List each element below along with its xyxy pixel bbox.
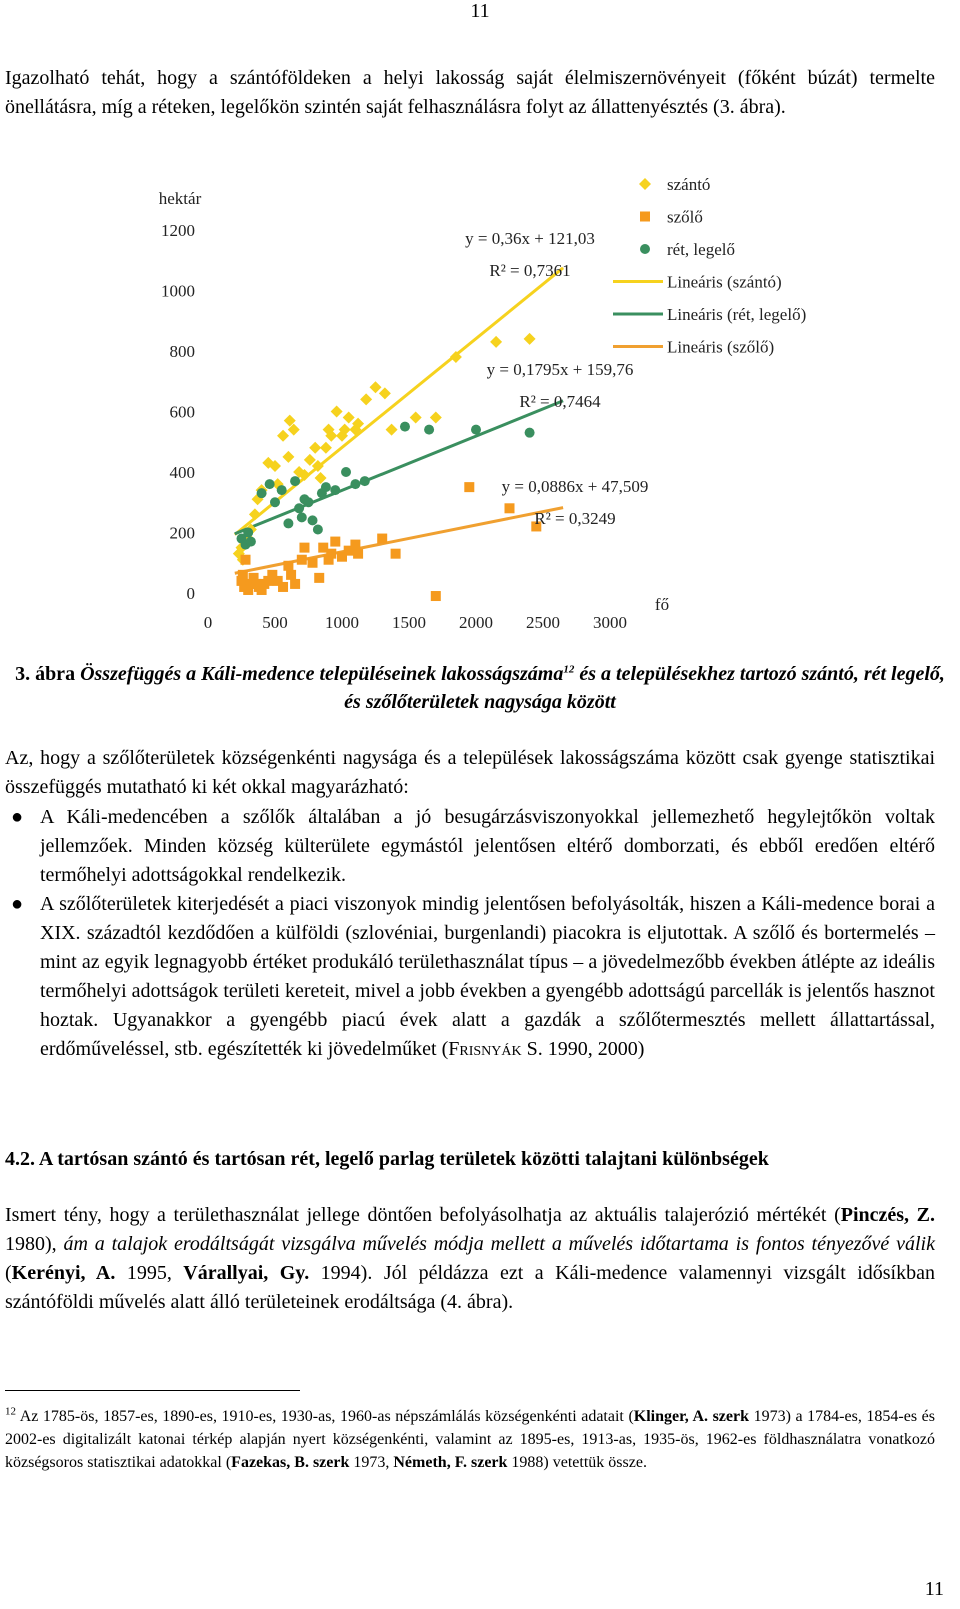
data-point (283, 561, 293, 571)
section-text-3: ( (5, 1262, 12, 1284)
legend-label: szántó (667, 175, 711, 194)
legend-marker (639, 178, 651, 190)
legend-label: szőlő (667, 207, 703, 227)
data-point (431, 591, 441, 601)
data-point (410, 412, 422, 424)
trendline-r2: R² = 0,7464 (519, 392, 601, 411)
data-point (297, 555, 307, 565)
data-point (299, 543, 309, 553)
data-point (350, 479, 360, 489)
data-point (331, 406, 343, 418)
caption-text-2: és a településekhez tartozó szántó, rét legelő, és szőlőterületek nagysága között (344, 663, 945, 713)
data-point (464, 482, 474, 492)
list-item (5, 890, 935, 1064)
data-point (525, 428, 535, 438)
bullet-text: A szőlőterületek kiterjedését a piaci viszonyok mindig jelentősen befolyásolták, hiszen a Káli-medence borai a XIX. századtól kezdődően a külföldi (szlovéniai, burgenlandi) piacokra is eljutottak. A szőlő és bortermelés – mint az egyik legnagyobb értéket produkáló területhasználat típus – a jövedelmezőbb években átlépte az ideális termőhelyi adottságok területi kereteit, mivel a jobb években a gyengébb adottságú parcellák is jelentős hasznot hoztak. Ugyanakkor a gyengébb piacú évek alatt a gazdák a szőlőtermesztés mellett állattartással, erdőműveléssel, stb. egészítették ki jövedelműket (40, 893, 935, 1060)
data-point (330, 537, 340, 547)
cite-klinger: Klinger, A. szerk (633, 1408, 750, 1425)
y-tick-label: 0 (186, 584, 195, 603)
y-tick-label: 400 (169, 463, 195, 482)
data-point (505, 503, 515, 513)
trendline-r2: R² = 0,3249 (534, 509, 616, 528)
section-text-1: Ismert tény, hogy a területhasználat jellege döntően befolyásolhatja az aktuális talajerózió mértékét ( (5, 1204, 841, 1226)
data-point (308, 515, 318, 525)
data-point (294, 503, 304, 513)
legend-label: Lineáris (szántó) (667, 272, 782, 292)
data-point (326, 549, 336, 559)
list-item (5, 803, 935, 890)
page-number-top: 11 (470, 0, 490, 22)
legend-marker (640, 244, 650, 254)
caption-footnote-ref: 12 (563, 663, 575, 676)
data-point (330, 485, 340, 495)
data-point (360, 393, 372, 405)
section-italic: ám a talajok erodáltságát vizsgálva művelés módja mellett a művelés időtartama is fontos tényezővé válik (63, 1233, 935, 1255)
y-tick-label: 1000 (161, 281, 195, 301)
y-tick-label: 600 (169, 402, 195, 422)
section-text-2: 1980), (5, 1233, 64, 1255)
cite-nemeth: Németh, F. szerk (393, 1454, 508, 1471)
data-point (246, 537, 256, 547)
caption-text: Összefüggés a Káli-medence településeinek lakosságszáma (80, 663, 564, 685)
scatter-chart (140, 170, 860, 640)
data-point (286, 570, 296, 580)
footnote-text-1: Az 1785-ös, 1857-es, 1890-es, 1910-es, 1930-as, 1960-as népszámlálás községenkénti adatait ( (16, 1408, 634, 1425)
data-point (290, 579, 300, 589)
data-point (524, 333, 536, 345)
citation-author: Frisnyák S. (448, 1038, 543, 1060)
footnote-text-4: 1988) vetettük össze. (507, 1454, 647, 1471)
data-point (308, 558, 318, 568)
figure-caption (5, 660, 955, 716)
y-axis-label: hektár (158, 189, 202, 208)
data-point (424, 425, 434, 435)
data-point (350, 540, 360, 550)
intro-paragraph: Igazolható tehát, hogy a szántóföldeken a helyi lakosság saját élelmiszernövényeit (főként búzát) termelte önellátásra, míg a réteken, legelőkön szintén saját felhasználásra folyt az állattenyésztés (3. ábra). (5, 67, 935, 118)
bullet-list (5, 803, 935, 1064)
data-point (471, 425, 481, 435)
chart-svg (140, 170, 860, 640)
data-point (278, 582, 288, 592)
trendline-r2: R² = 0,7361 (489, 261, 571, 280)
data-point (386, 424, 398, 436)
bullet-text: A Káli-medencében a szőlők általában a jó besugárzásviszonyokkal jellemezhető hegylejtőkön voltak jellemzőek. Minden község külterülete egymástól jelentősen eltérő domborzati, és ebből eredően eltérő termőhelyi adottságokkal rendelkezik. (40, 806, 935, 886)
footnote-divider (5, 1390, 300, 1391)
citation-open: ( (436, 1038, 449, 1060)
x-tick-label: 3000 (593, 613, 627, 632)
legend-label: rét, legelő (667, 240, 735, 259)
x-tick-label: 500 (262, 613, 288, 632)
data-point (290, 476, 300, 486)
data-point (249, 508, 261, 520)
data-point (282, 451, 294, 463)
data-point (430, 412, 442, 424)
bullet-icon: ● (11, 806, 24, 828)
data-point (377, 534, 387, 544)
data-point (490, 336, 502, 348)
citation-years: 1990, 2000) (542, 1038, 645, 1060)
x-tick-label: 2000 (459, 613, 493, 632)
data-point (277, 485, 287, 495)
trendline-equation: y = 0,0886x + 47,509 (501, 477, 649, 496)
data-point (277, 430, 289, 442)
data-point (238, 570, 248, 580)
data-point (243, 528, 253, 538)
bullet-icon: ● (11, 893, 24, 915)
caption-lead: 3. ábra (15, 663, 76, 685)
data-point (313, 524, 323, 534)
section-heading: 4.2. A tartósan szántó és tartósan rét, legelő parlag területek közötti talajtani különbségek (5, 1148, 769, 1170)
page-number-bottom: 11 (924, 1578, 944, 1600)
section-text-4: 1995, (115, 1262, 184, 1284)
data-point (320, 442, 332, 454)
data-point (391, 549, 401, 559)
x-axis-label: fő (654, 595, 670, 614)
x-tick-label: 0 (203, 613, 213, 632)
x-tick-label: 1500 (392, 613, 426, 632)
data-point (315, 472, 327, 484)
y-tick-label: 200 (169, 523, 195, 543)
y-tick-label: 1200 (161, 221, 195, 240)
data-point (241, 555, 251, 565)
legend-label: Lineáris (rét, legelő) (667, 305, 807, 324)
section-text-5: 1994). Jól példázza ezt a Káli-medence valamennyi vizsgált idősíkban szántóföldi művelés alatt álló területeinek erodáltsága (4. ábra). (5, 1262, 935, 1313)
footnote (5, 1405, 935, 1474)
cite-pinczes: Pinczés, Z. (840, 1204, 936, 1226)
data-point (360, 476, 370, 486)
y-tick-label: 800 (169, 342, 195, 361)
trendline-equation: y = 0,1795x + 159,76 (486, 360, 634, 379)
cite-kerenyi: Kerényi, A. (11, 1262, 116, 1284)
data-point (379, 387, 391, 399)
data-point (343, 412, 355, 424)
data-point (270, 497, 280, 507)
data-point (314, 573, 324, 583)
cite-fazekas: Fazekas, B. szerk (231, 1454, 350, 1471)
section-paragraph (5, 1201, 935, 1317)
cite-varallyai: Várallyai, Gy. (183, 1262, 310, 1284)
x-tick-label: 1000 (325, 613, 359, 632)
data-point (341, 467, 351, 477)
data-point (283, 518, 293, 528)
trendline-equation: y = 0,36x + 121,03 (465, 229, 595, 248)
data-point (400, 422, 410, 432)
legend-label: Lineáris (szőlő) (667, 337, 775, 357)
data-point (257, 488, 267, 498)
body-paragraph: Az, hogy a szőlőterületek községenkénti nagysága és a települések lakosságszáma között csak gyenge statisztikai összefüggés mutatható ki két okkal magyarázható: (5, 747, 935, 798)
data-point (304, 497, 314, 507)
footnote-number: 12 (5, 1405, 16, 1418)
data-point (370, 381, 382, 393)
legend-marker (640, 212, 650, 222)
footnote-text-3: 1973, (349, 1454, 394, 1471)
data-point (321, 482, 331, 492)
data-point (297, 512, 307, 522)
x-tick-label: 2500 (526, 613, 560, 632)
footnote-text-2: 1973) a 1784-es, 1854-es és 2002-es digitalizált katonai térkép alapján nyert községenkénti, valamint az 1895-es, 1913-as, 1935-ös, 1962-es földhasználatra vonatkozó községsoros statisztikai adatokkal ( (5, 1408, 935, 1471)
data-point (309, 442, 321, 454)
data-point (353, 549, 363, 559)
data-point (265, 479, 275, 489)
